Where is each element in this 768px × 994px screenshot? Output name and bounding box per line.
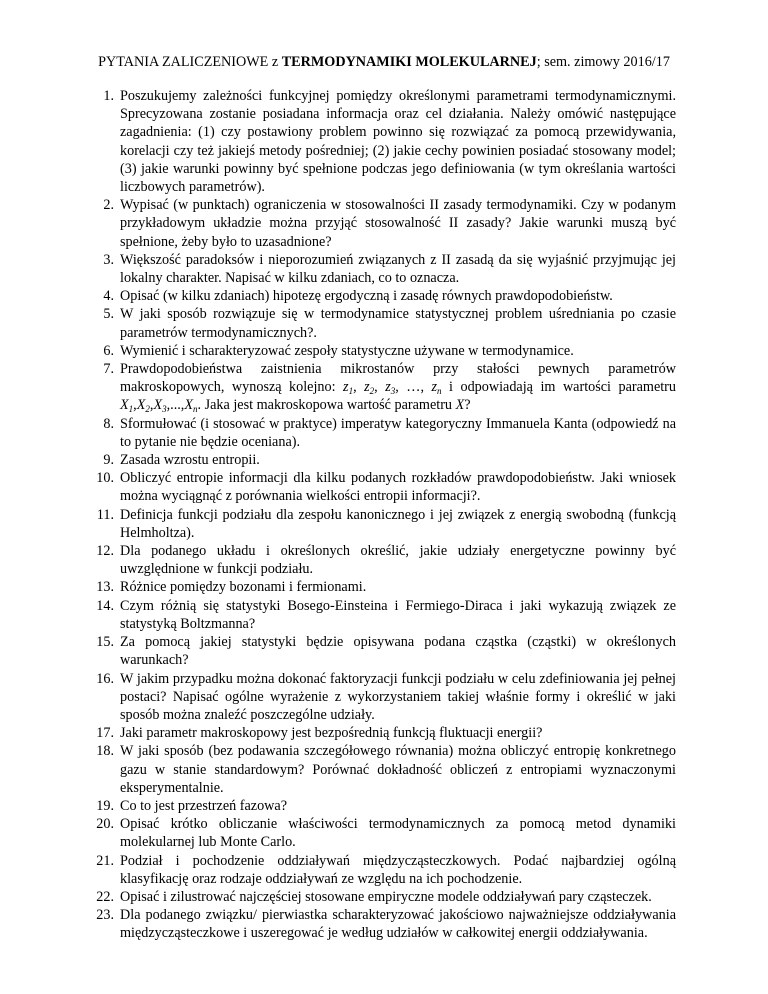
list-item [96, 506, 676, 542]
item-number: 23. [96, 907, 114, 924]
q7-z1: z [343, 379, 349, 396]
title-subject: TERMODYNAMIKI MOLEKULARNEJ [281, 54, 537, 70]
title-suffix: ; sem. zimowy 2016/17 [536, 54, 670, 70]
item-number: 6. [103, 342, 114, 359]
q7-sub1: 1 [348, 386, 354, 397]
q7-x-sub1: 1 [128, 404, 134, 415]
list-item [103, 451, 676, 469]
item-number: 8. [103, 415, 114, 432]
item-number: 11. [96, 506, 114, 523]
q7-x-sub2: 2 [145, 404, 150, 415]
item-number: 14. [96, 597, 114, 614]
q7-text-d: ? [464, 397, 471, 414]
list-item [96, 815, 676, 851]
list-item [103, 415, 676, 451]
q7-x1: X [120, 397, 129, 414]
item-text: Opisać (w kilku zdaniach) hipotezę ergodyczną i zasadę równych prawdopodobieństw. [120, 288, 613, 305]
list-item [96, 578, 676, 596]
item-text: Opisać i zilustrować najczęściej stosowane empiryczne modele oddziaływań pary cząsteczek. [120, 888, 652, 905]
item-text: W jaki sposób rozwiązuje się w termodynamice statystycznej problem uśredniania po czasie parametrów termodynamicznych?. [120, 306, 676, 341]
item-text: W jaki sposób (bez podawania szczegółowego równania) można obliczyć entropię konkretnego gazu w stanie standardowym? Porównać dokładność obliczeń z entropiami wyznaczonymi eksperymentalnie. [120, 743, 676, 796]
list-item [96, 542, 676, 578]
q7-subn: n [437, 386, 442, 397]
item-number: 18. [96, 743, 114, 760]
q7-text-c: . Jaka jest makroskopowa wartość parametru [197, 397, 456, 414]
list-item [103, 287, 676, 305]
q7-xvar: X [455, 397, 465, 414]
list-item [96, 742, 676, 797]
q7-z3: z [385, 379, 391, 396]
list-item [96, 597, 676, 633]
item-text: Zasada wzrostu entropii. [120, 452, 260, 469]
item-text: Definicja funkcji podziału dla zespołu kanonicznego i jej związek z energią swobodną (funkcją Helmholtza). [120, 506, 676, 541]
list-item [96, 670, 676, 725]
item-text: Większość paradoksów i nieporozumień związanych z II zasadą da się wyjaśnić przyjmując jej lokalny charakter. Napisać w kilku zdaniach, co to oznacza. [120, 251, 676, 287]
item-text: Jaki parametr makroskopowy jest bezpośrednią funkcją fluktuacji energii? [120, 725, 543, 742]
q7-sub3: 3 [390, 386, 396, 397]
item-text: Dla podanego związku/ pierwiastka scharakteryzować jakościowo najważniejsze oddziaływania międzycząsteczkowe i uszeregować je według udziałów w całkowitej energii oddziaływania. [120, 907, 676, 942]
item-text: Wymienić i scharakteryzować zespoły statystyczne używane w termodynamice. [120, 342, 574, 359]
item-text: Poszukujemy zależności funkcyjnej pomiędzy określonymi parametrami termodynamicznymi. Sprecyzowana zostanie posiadana informacja oraz cel działania. Należy omówić następujące zagadnienia: (1) czy postawiony problem powinno się rozwiązać za pomocą przewidywania, korelacji czy też jakiejś metody pośredniej; (2) jakie cechy powinien posiadać stosowany model; (3) jakie warunki powinny być spełnione podczas jego definiowania (w tym określania wartości liczbowych parametrów). [120, 88, 676, 196]
q7-x-subn: n [193, 404, 198, 415]
item-number: 10. [96, 470, 114, 487]
item-text: Podział i pochodzenie oddziaływań międzycząsteczkowych. Podać najbardziej ogólną klasyfikację oraz rodzaje oddziaływań ze względu na ich pochodzenie. [120, 852, 676, 887]
item-text: Obliczyć entropie informacji dla kilku podanych rozkładów prawdopodobieństw. Jaki wniosek można wyciągnąć z porównania wielkości entropii informacji?. [120, 470, 676, 505]
item-text: W jakim przypadku można dokonać faktoryzacji funkcji podziału w celu zdefiniowania jej pełnej postaci? Napisać ogólne wyrażenie z wykorzystaniem takiej właśnie formy i określić w jaki sposób można znaleźć poszczególne udziały. [120, 670, 676, 723]
item-text: Wypisać (w punktach) ograniczenia w stosowalności II zasady termodynamiki. Czy w podanym przykładowym układzie można przyjąć stosowalność II zasady? Jakie warunki muszą być spełnione, żeby było to uzasadnione? [120, 197, 676, 250]
q7-zn: z [431, 379, 438, 396]
item-number: 17. [96, 725, 114, 742]
item-text: Czym różnią się statystyki Bosego-Einsteina i Fermiego-Diraca i jaki wykazują związek ze statystyką Boltzmanna? [120, 597, 676, 632]
item-number: 9. [103, 452, 114, 469]
item-number: 22. [96, 888, 114, 905]
item-number: 15. [96, 634, 114, 651]
q7-text-a: Prawdopodobieństwa zaistnienia mikrostanów przy stałości pewnych parametrów makroskopowych, wynoszą kolejno: [120, 361, 676, 396]
list-item [96, 633, 676, 669]
item-number: 1. [103, 88, 114, 104]
list-item [103, 196, 676, 251]
list-item [103, 305, 676, 341]
title-prefix: PYTANIA ZALICZENIOWE z [98, 54, 282, 70]
item-number: 7. [103, 361, 114, 378]
item-number: 5. [103, 306, 114, 323]
list-item [96, 469, 676, 505]
item-text: Prawdopodobieństwa zaistnienia mikrostanów przy stałości pewnych parametrów makroskopowych, wynoszą kolejno: $z_1$, $z_2$, $z_3$, …, $z_n$ i odpowiadają im wartości parametru $X_1,X_2,X_3,...,X_n$. Jaka jest makroskopowa wartość parametru X? [120, 361, 677, 415]
q7-xn: X [184, 397, 194, 414]
list-item [96, 797, 676, 815]
item-number: 3. [103, 251, 114, 268]
item-number: 20. [96, 816, 114, 833]
item-text: Sformułować (i stosować w praktyce) imperatyw kategoryczny Immanuela Kanta (odpowiedź na to pytanie nie będzie oceniana). [120, 415, 676, 450]
list-item [96, 888, 676, 906]
item-text: Za pomocą jakiej statystyki będzie opisywana podana cząstka (cząstki) w określonych warunkach? [120, 634, 676, 669]
item-number: 21. [96, 852, 114, 869]
q7-sub2: 2 [369, 386, 375, 397]
q7-x3: X [153, 397, 163, 414]
q7-x2: X [136, 397, 146, 414]
list-item [96, 852, 676, 888]
item-number: 19. [96, 797, 114, 814]
list-item [103, 87, 676, 196]
item-text: Co to jest przestrzeń fazowa? [120, 797, 288, 814]
q7-x-sub3: 3 [162, 404, 167, 415]
item-number: 13. [96, 579, 114, 596]
item-number: 2. [103, 197, 114, 214]
list-item [103, 360, 677, 415]
page-title [0, 53, 768, 71]
item-text: Różnice pomiędzy bozonami i fermionami. [120, 579, 367, 596]
item-number: 12. [96, 543, 114, 560]
list-item [96, 906, 676, 942]
item-text: Opisać krótko obliczanie właściwości termodynamicznych za pomocą metod dynamiki molekularnej lub Monte Carlo. [120, 816, 676, 851]
list-item [96, 724, 676, 742]
list-item [103, 342, 676, 360]
q7-dots: ,..., [166, 397, 185, 414]
item-text: Dla podanego układu i określonych określić, jakie udziały energetyczne powinny być uwzględnione w funkcji podziału. [120, 543, 676, 578]
question-list [94, 87, 676, 943]
q7-text-b: i odpowiadają im wartości parametru [441, 379, 677, 396]
list-item [103, 251, 676, 287]
item-number: 16. [96, 670, 114, 687]
q7-z2: z [364, 379, 370, 396]
item-number: 4. [103, 288, 114, 305]
